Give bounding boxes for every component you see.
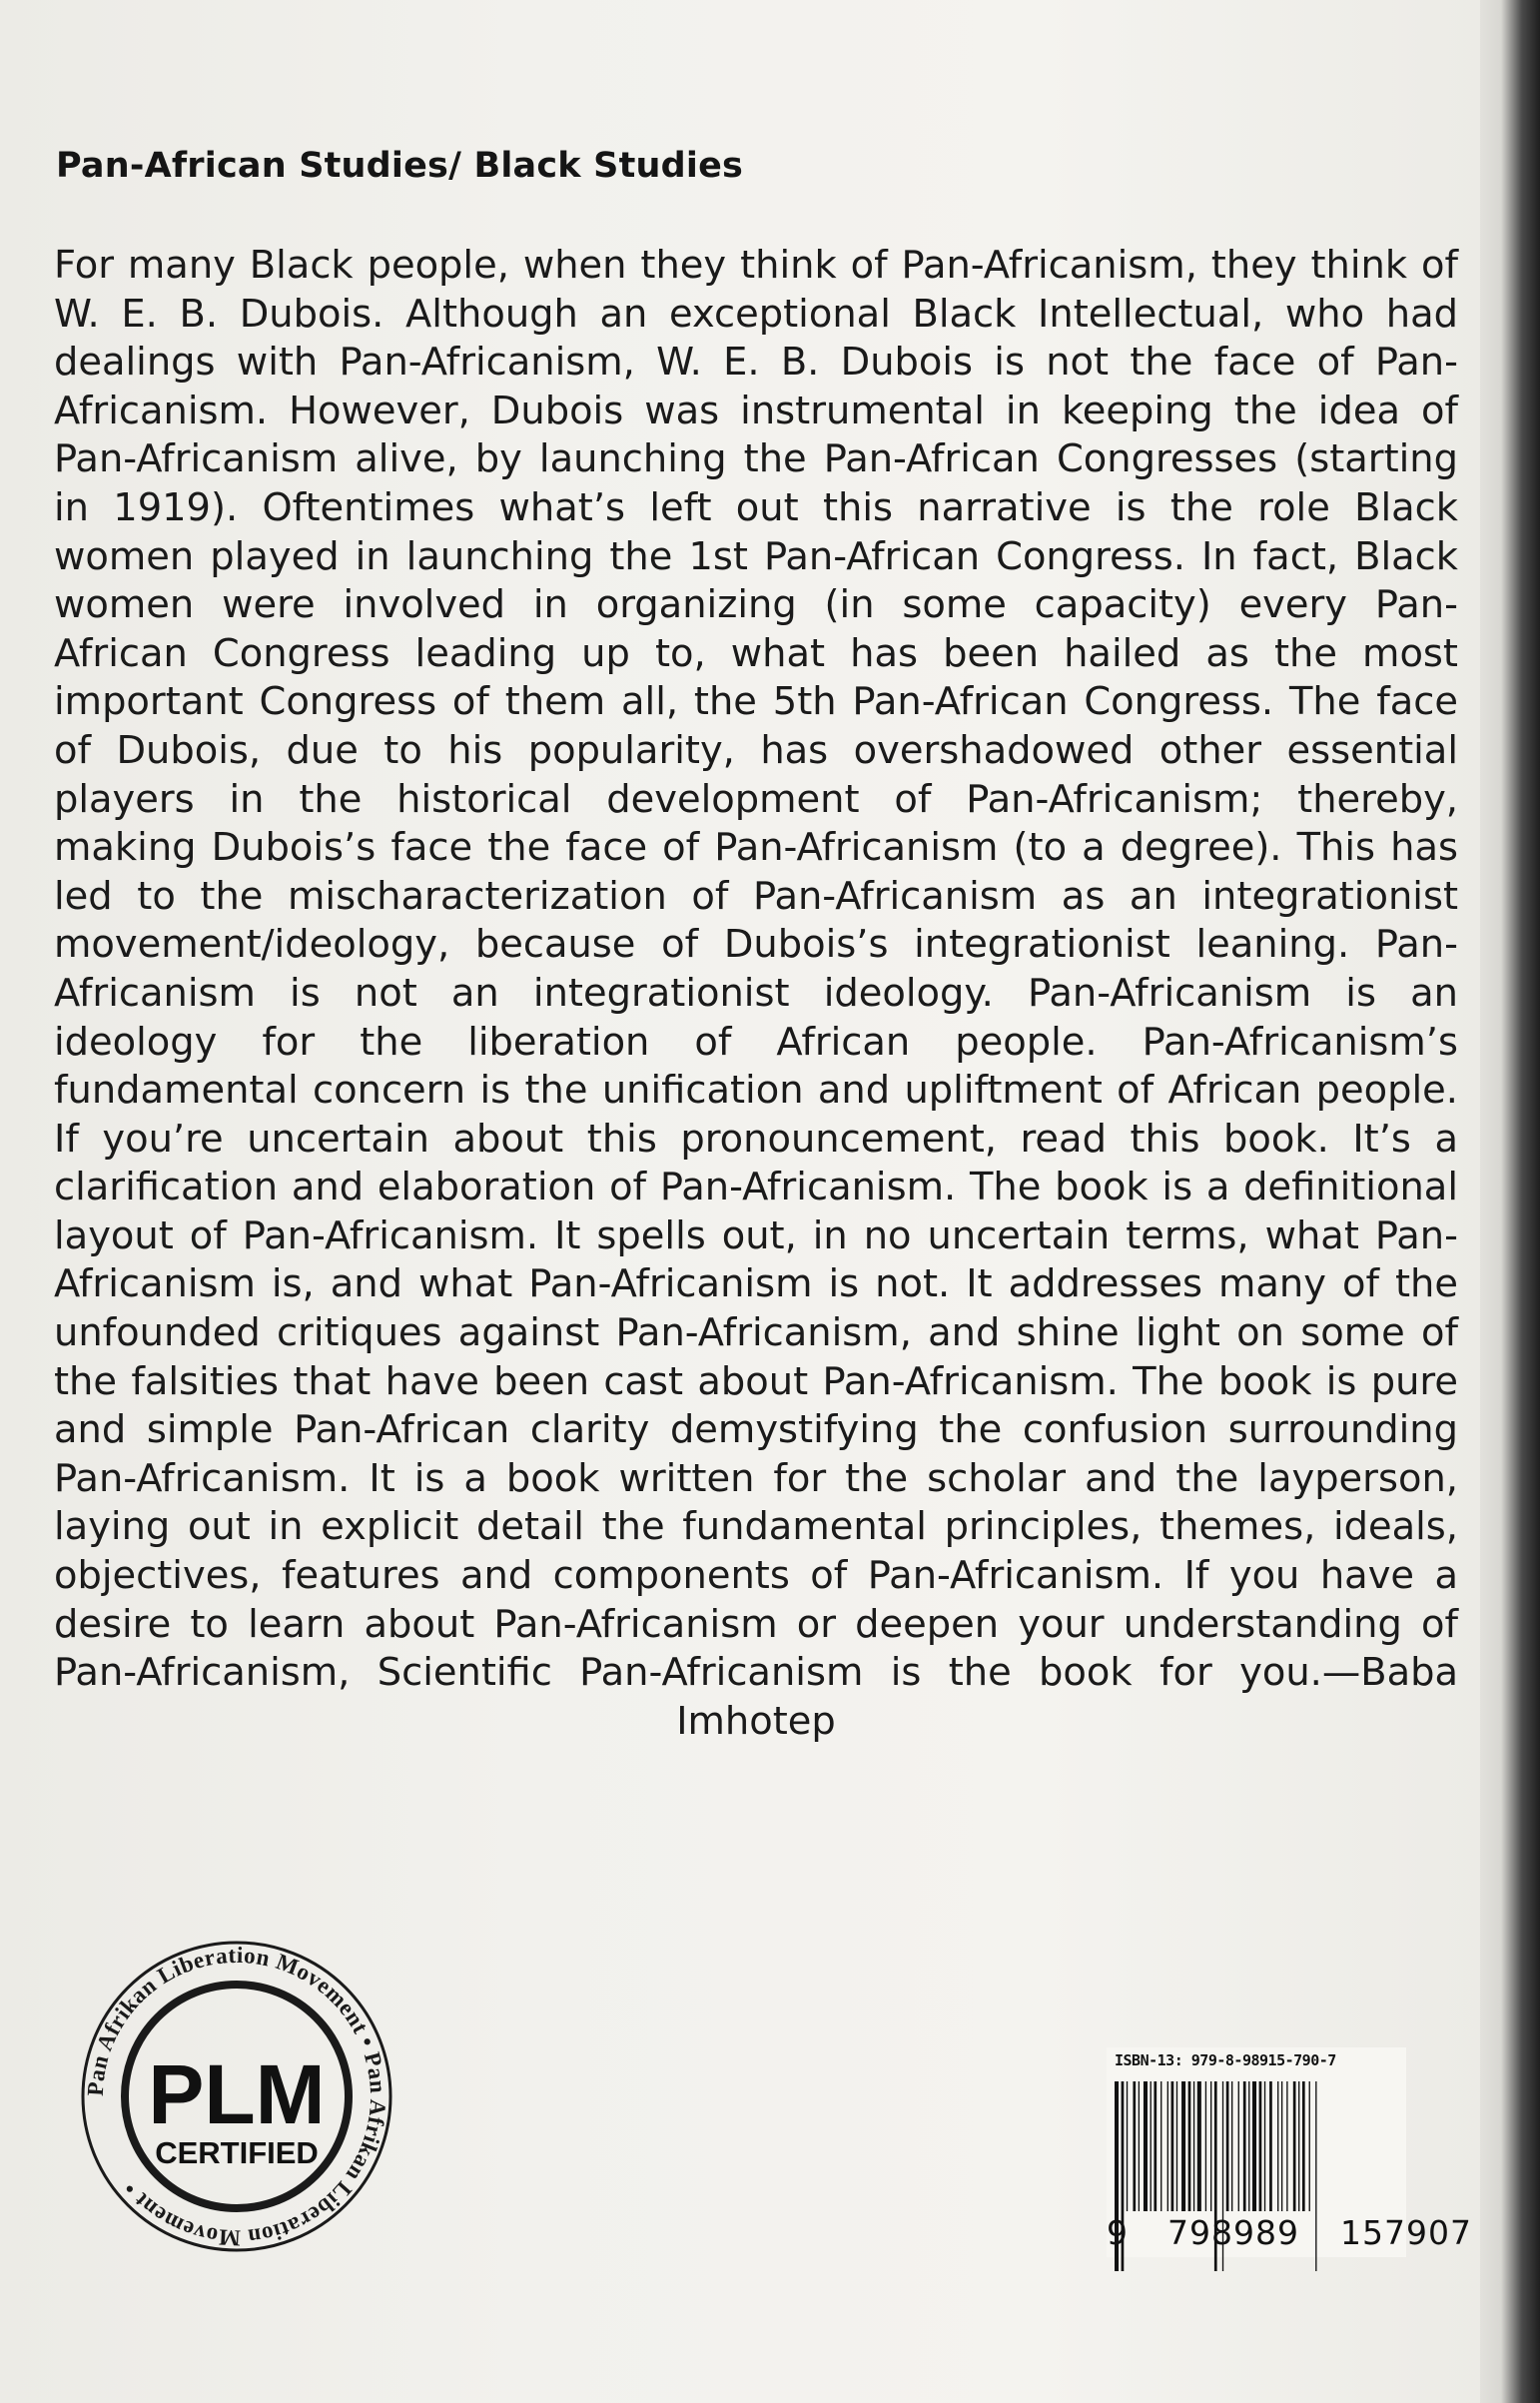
barcode-bar — [1277, 2081, 1278, 2211]
barcode-bar — [1298, 2081, 1299, 2211]
barcode-bar — [1238, 2081, 1239, 2211]
barcode-bar — [1259, 2081, 1262, 2211]
isbn-first-digit: 9 — [1107, 2213, 1129, 2252]
barcode-bar — [1160, 2081, 1161, 2211]
barcode-bar — [1252, 2081, 1256, 2211]
plm-certified-seal — [78, 1938, 395, 2255]
barcode-bar — [1171, 2081, 1174, 2211]
barcode-bar — [1151, 2081, 1152, 2211]
isbn-digits — [1107, 2213, 1472, 2252]
isbn-right-group: 157907 — [1339, 2213, 1472, 2252]
barcode-bar — [1248, 2081, 1249, 2211]
barcode-bar — [1139, 2081, 1140, 2211]
book-description: For many Black people, when they think of Pan-Africanism, they think of W. E. B. Dubois. Although an exceptional Black Intellectual, who had dealings with Pan-Africanism, W. E. B. Dubois is not the face of Pan-Africanism. However, Dubois was instrumental in keeping the idea of Pan-Africanism alive, by launching the Pan-African Congresses (starting in 1919). Oftentimes what’s left out this narrative is the role Black women played in launching the 1st Pan-African Congress. In fact, Black women were involved in organizing (in some capacity) every Pan-African Congress leading up to, what has been hailed as the most important Congress of them all, the 5th Pan-African Congress. The face of Dubois, due to his popularity, has overshadowed other essential players in the historical development of Pan-Africanism; thereby, making Dubois’s face the face of Pan-Africanism (to a degree). This has led to the mischaracterization of Pan-Africanism as an integrationist movement/ideology, because of Dubois’s integrationist leaning. Pan-Africanism is not an integrationist ideology. Pan-Africanism is an ideology for the liberation of African people. Pan-Africanism’s fundamental concern is the unification and upliftment of African people. If you’re uncertain about this pronouncement, read this book. It’s a clarification and elaboration of Pan-Africanism. The book is a definitional layout of Pan-Africanism. It spells out, in no uncertain terms, what Pan-Africanism is, and what Pan-Africanism is not. It addresses many of the unfounded critiques against Pan-Africanism, and shine light on some of the falsities that have been cast about Pan-Africanism. The book is pure and simple Pan-African clarity demystifying the confusion surrounding Pan-Africanism. It is a book written for the scholar and the layperson, laying out in explicit detail the fundamental principles, themes, ideals, objectives, features and components of Pan-Africanism. If you have a desire to learn about Pan-Africanism or deepen your understanding of Pan-Africanism, Scientific Pan-Africanism is the book for you.—Baba Imhotep — [54, 243, 1458, 1744]
category-heading: Pan-African Studies/ Black Studies — [56, 146, 744, 186]
isbn-left-group: 798989 — [1167, 2213, 1299, 2252]
seal-ring-text: Pan Afrikan Liberation Movement • Pan Afrikan Liberation Movement • — [82, 1942, 391, 2251]
barcode-bar — [1293, 2081, 1296, 2211]
barcode-bar — [1309, 2081, 1310, 2211]
barcode-bar — [1281, 2081, 1282, 2211]
barcode-bar — [1154, 2081, 1156, 2211]
barcode-bar — [1210, 2081, 1211, 2211]
book-edge — [1480, 0, 1540, 2403]
barcode-bar — [1231, 2081, 1232, 2211]
barcode-bar — [1144, 2081, 1148, 2211]
seal-certified-label: CERTIFIED — [155, 2135, 319, 2170]
barcode-bar — [1205, 2081, 1206, 2211]
barcode-bar — [1133, 2081, 1136, 2211]
barcode-bar — [1264, 2081, 1265, 2211]
barcode-bar — [1302, 2081, 1305, 2211]
barcode-bar — [1176, 2081, 1177, 2211]
barcode-bar — [1193, 2081, 1194, 2211]
barcode-bar — [1188, 2081, 1191, 2211]
barcode-bar — [1243, 2081, 1246, 2211]
barcode-bar — [1269, 2081, 1272, 2211]
seal-acronym: PLM — [148, 2047, 326, 2141]
barcode-bar — [1181, 2081, 1185, 2211]
barcode-bar — [1127, 2081, 1128, 2211]
isbn-barcode — [1107, 2047, 1472, 2257]
barcode-bar — [1167, 2081, 1168, 2211]
barcode-bar — [1197, 2081, 1201, 2211]
barcode-bar — [1226, 2081, 1229, 2211]
barcode-bar — [1286, 2081, 1287, 2211]
isbn-label: ISBN-13: 979-8-98915-790-7 — [1115, 2051, 1336, 2069]
